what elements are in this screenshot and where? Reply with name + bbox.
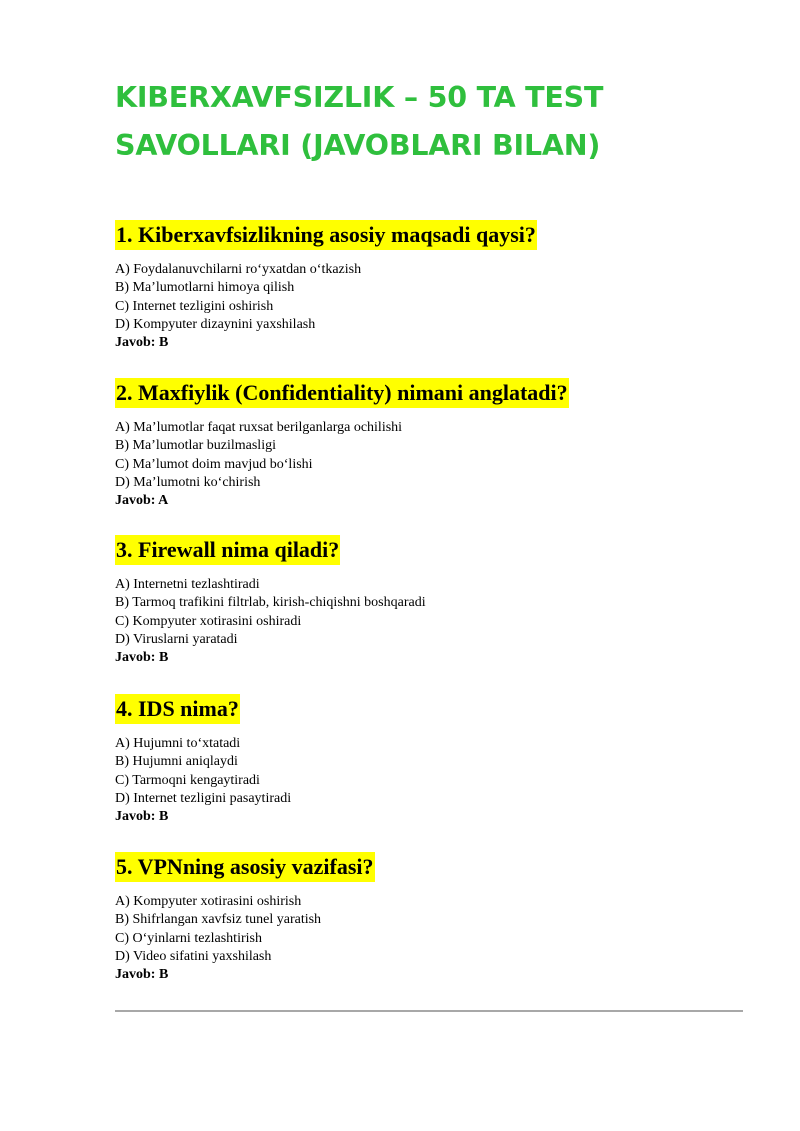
- option-b: B) Shifrlangan xavfsiz tunel yaratish: [115, 912, 322, 928]
- answer-key: Javob: B: [115, 650, 169, 666]
- question-1: [115, 220, 755, 352]
- document-title-line-1: KIBERXAVFSIZLIK – 50 TA TEST: [115, 81, 604, 114]
- option-c: C) Ma’lumot doim mavjud bo‘lishi: [115, 456, 313, 472]
- answer-key: Javob: B: [115, 967, 169, 983]
- option-c: C) Tarmoqni kengaytiradi: [115, 772, 260, 788]
- answer-key: Javob: B: [115, 809, 169, 825]
- answer-key: Javob: B: [115, 335, 169, 351]
- question-4: [115, 694, 755, 826]
- question-heading: 4. IDS nima?: [115, 694, 240, 724]
- option-b: B) Ma’lumotlarni himoya qilish: [115, 280, 295, 296]
- answer-key: Javob: A: [115, 493, 169, 509]
- option-c: C) Kompyuter xotirasini oshiradi: [115, 613, 302, 629]
- question-heading: 5. VPNning asosiy vazifasi?: [115, 852, 375, 882]
- options-list: [115, 261, 755, 352]
- options-list: [115, 419, 755, 510]
- option-c: C) Internet tezligini oshirish: [115, 298, 274, 314]
- question-heading: 2. Maxfiylik (Confidentiality) nimani anglatadi?: [115, 378, 569, 408]
- question-5: [115, 852, 755, 984]
- option-c: C) O‘yinlarni tezlashtirish: [115, 930, 262, 946]
- option-d: D) Viruslarni yaratadi: [115, 631, 238, 647]
- option-b: B) Ma’lumotlar buzilmasligi: [115, 438, 276, 454]
- options-list: [115, 735, 755, 826]
- option-d: D) Internet tezligini pasaytiradi: [115, 790, 292, 806]
- question-2: [115, 378, 755, 510]
- option-b: B) Tarmoq trafikini filtrlab, kirish-chiqishni boshqaradi: [115, 595, 426, 611]
- document-title-line-2: SAVOLLARI (JAVOBLARI BILAN): [115, 129, 601, 162]
- option-a: A) Internetni tezlashtiradi: [115, 577, 260, 592]
- question-3: [115, 535, 755, 667]
- horizontal-rule: [115, 1010, 743, 1012]
- option-a: A) Kompyuter xotirasini oshirish: [115, 894, 302, 909]
- option-b: B) Hujumni aniqlaydi: [115, 754, 238, 770]
- option-d: D) Video sifatini yaxshilash: [115, 948, 272, 964]
- option-d: D) Ma’lumotni ko‘chirish: [115, 474, 261, 490]
- option-a: A) Foydalanuvchilarni ro‘yxatdan o‘tkazish: [115, 262, 362, 277]
- options-list: [115, 576, 755, 667]
- question-heading: 1. Kiberxavfsizlikning asosiy maqsadi qaysi?: [115, 220, 537, 250]
- option-a: A) Ma’lumotlar faqat ruxsat berilganlarga ochilishi: [115, 420, 403, 435]
- option-a: A) Hujumni to‘xtatadi: [115, 736, 241, 751]
- question-heading: 3. Firewall nima qiladi?: [115, 535, 340, 565]
- option-d: D) Kompyuter dizaynini yaxshilash: [115, 316, 316, 332]
- options-list: [115, 893, 755, 984]
